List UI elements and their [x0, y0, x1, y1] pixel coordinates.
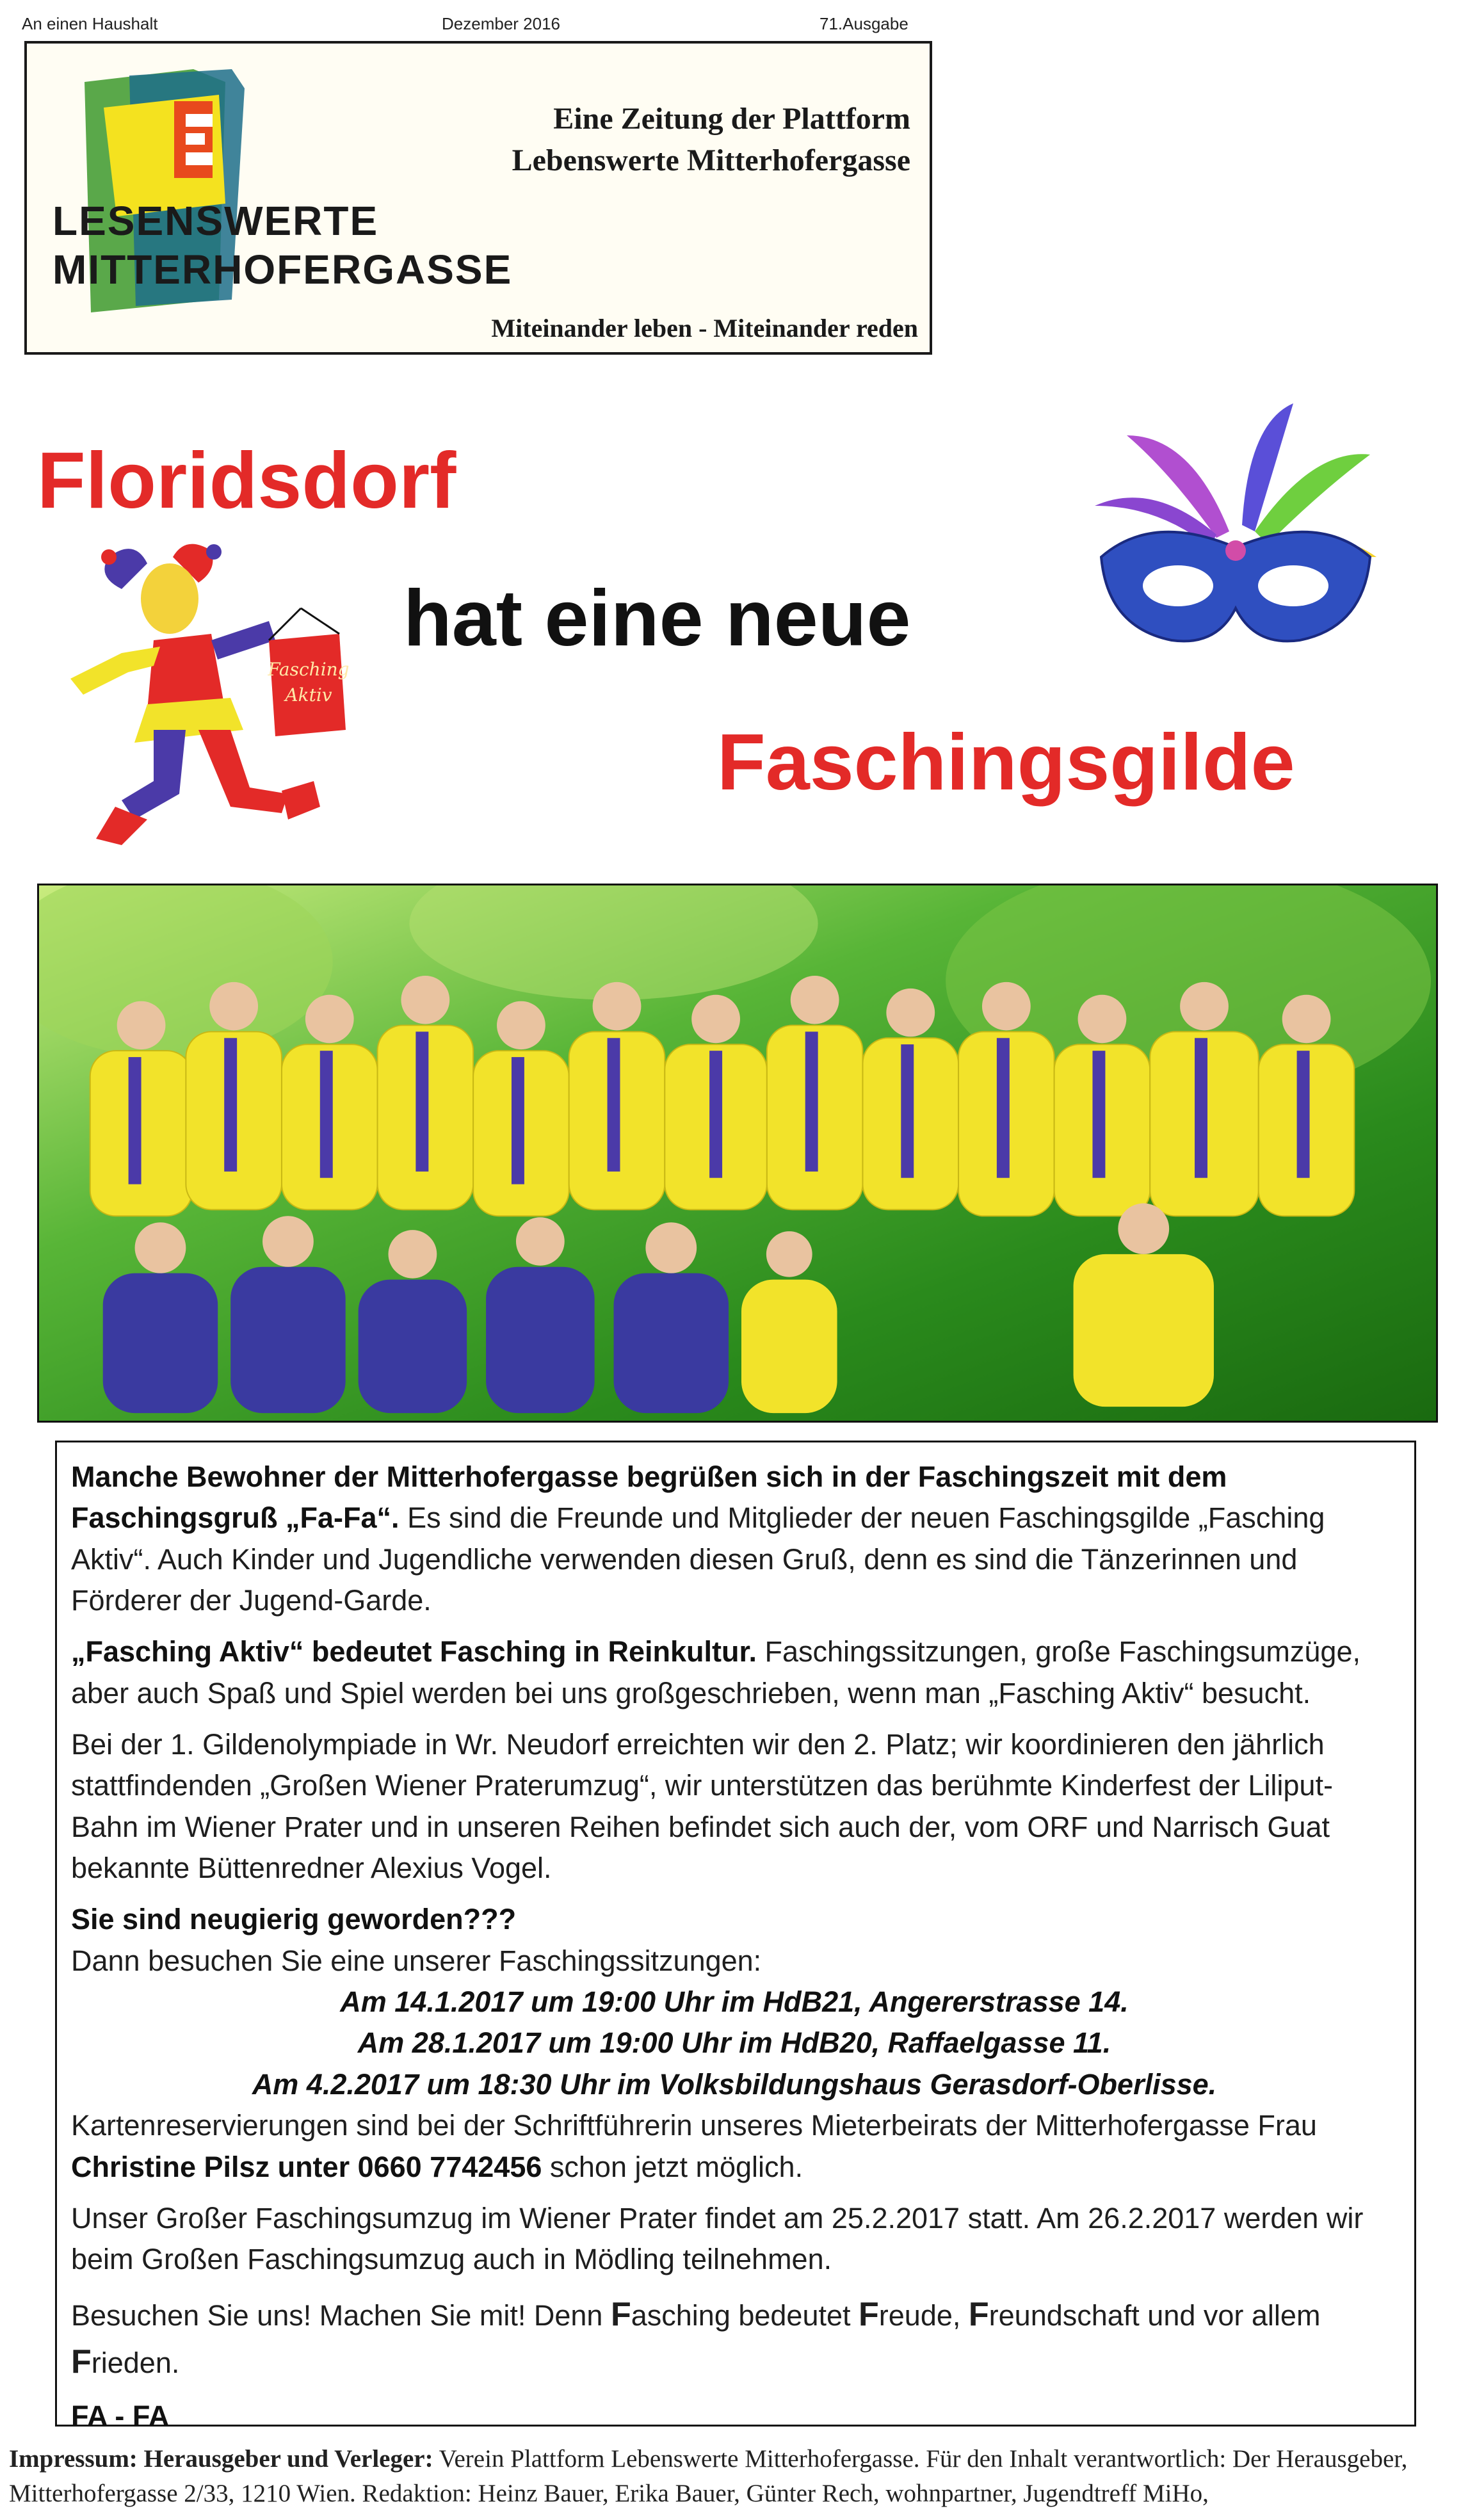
issue-header — [0, 9, 922, 35]
intro-text: Es sind die Freunde und Mitglieder der neuen Faschingsgilde „Fasching Aktiv“. Auch Kinder und Jugendliche verwenden diesen Gruß, denn es sind die Tänzerinnen und Förderer der Jugend-Garde. — [71, 1501, 1325, 1617]
logo-line-2: MITTERHOFERGASSE — [52, 246, 513, 293]
article-body — [55, 1441, 1416, 2433]
distribution-note: An einen Haushalt — [22, 14, 158, 33]
group-photo — [37, 884, 1438, 1423]
jester-sign-line-1: Fasching — [268, 659, 350, 680]
impressum-label: Impressum: Herausgeber und Verleger: — [9, 2445, 433, 2473]
event-date-3: Am 4.2.2017 um 18:30 Uhr im Volksbildungshaus Gerasdorf-Oberlisse. — [252, 2067, 1217, 2101]
closing-initial-1: F — [610, 2295, 631, 2333]
closing-text-2: asching bedeutet — [631, 2298, 859, 2332]
intro-lead: Manche Bewohner der Mitterhofergasse begrüßen sich in der Faschingszeit mit dem Faschingsgruß „Fa-Fa“. — [71, 1460, 1227, 1535]
invitation-line: Dann besuchen Sie eine unserer Faschingssitzungen: — [71, 1944, 762, 1977]
closing-initial-2: F — [859, 2295, 879, 2333]
closing-initial-3: F — [968, 2295, 989, 2333]
issue-date: Dezember 2016 — [442, 14, 560, 33]
fasching-aktiv-text: Faschingssitzungen, große Faschingsumzüge, aber auch Spaß und Spiel werden bei uns großgeschrieben, wenn man „Fasching Aktiv“ besucht. — [71, 1635, 1360, 1709]
jester-sign-line-2: Aktiv — [285, 684, 332, 706]
parade-paragraph: Unser Großer Faschingsumzug im Wiener Prater findet am 25.2.2017 statt. Am 26.2.2017 werden wir beim Großen Faschingsumzug auch in Mödling teilnehmen. — [71, 2201, 1364, 2276]
reservation-text: Kartenreservierungen sind bei der Schriftführerin unseres Mieterbeirats der Mitterhofergasse Frau — [71, 2109, 1317, 2142]
closing-paragraph — [71, 2291, 1398, 2386]
closing-text-1: Besuchen Sie uns! Machen Sie mit! Denn — [71, 2298, 611, 2332]
logo-wordmark — [52, 197, 512, 294]
headline-line-3: Faschingsgilde — [717, 718, 1295, 807]
headline-line-1: Floridsdorf — [37, 437, 456, 525]
group-photo-image — [39, 885, 1436, 1421]
impressum — [9, 2442, 1469, 2511]
question-heading: Sie sind neugierig geworden??? — [71, 1903, 517, 1936]
logo-line-1: LESENSWERTE — [52, 198, 379, 244]
jester-illustration — [58, 538, 365, 871]
tagline-line-1: Eine Zeitung der Plattform — [553, 102, 910, 136]
masthead — [24, 41, 932, 355]
signoff: FA - FA — [71, 2400, 170, 2433]
issue-number: 71.Ausgabe — [819, 14, 908, 33]
article-paragraph-achievements: Bei der 1. Gildenolympiade in Wr. Neudorf erreichten wir den 2. Platz; wir koordinieren den jährlich stattfindenden „Großen Wiener Praterumzug“, wir unterstützen das berühmte Kinderfest der Liliput-Bahn im Wiener Prater und in unseren Reihen befindet sich auch der, vom ORF und Narrisch Guat bekannte Büttenredner Alexius Vogel. — [71, 1728, 1333, 1885]
article-paragraph-intro — [71, 1457, 1398, 1621]
headline-line-2: hat eine neue — [403, 574, 911, 663]
closing-text-3: reude, — [878, 2298, 969, 2332]
reservation-contact: Christine Pilsz unter 0660 7742456 — [71, 2150, 542, 2183]
tagline-line-2: Lebenswerte Mitterhofergasse — [512, 143, 910, 177]
event-date-2: Am 28.1.2017 um 19:00 Uhr im HdB20, Raffaelgasse 11. — [357, 2026, 1111, 2060]
reservation-text-end: schon jetzt möglich. — [542, 2150, 803, 2183]
closing-text-5: rieden. — [91, 2346, 180, 2379]
closing-text-4: reundschaft und vor allem — [989, 2298, 1321, 2332]
article-paragraph-fasching-aktiv — [71, 1631, 1398, 1714]
impressum-text: Verein Plattform Lebenswerte Mitterhofergasse. Für den Inhalt verantwortlich: Der Herausgeber, Mitterhofergasse 2/33, 1210 Wien. Redaktion: Heinz Bauer, Erika Bauer, Günter Rech, wohnpartner, Jugendtreff MiHo, — [9, 2445, 1408, 2507]
reservation-paragraph — [71, 2105, 1398, 2188]
fasching-aktiv-lead: „Fasching Aktiv“ bedeutet Fasching in Reinkultur. — [71, 1635, 757, 1668]
event-date-1: Am 14.1.2017 um 19:00 Uhr im HdB21, Angererstrasse 14. — [340, 1985, 1129, 2019]
closing-initial-4: F — [71, 2343, 92, 2380]
carnival-mask-illustration — [1088, 397, 1389, 679]
masthead-motto: Miteinander leben - Miteinander reden — [491, 314, 918, 343]
